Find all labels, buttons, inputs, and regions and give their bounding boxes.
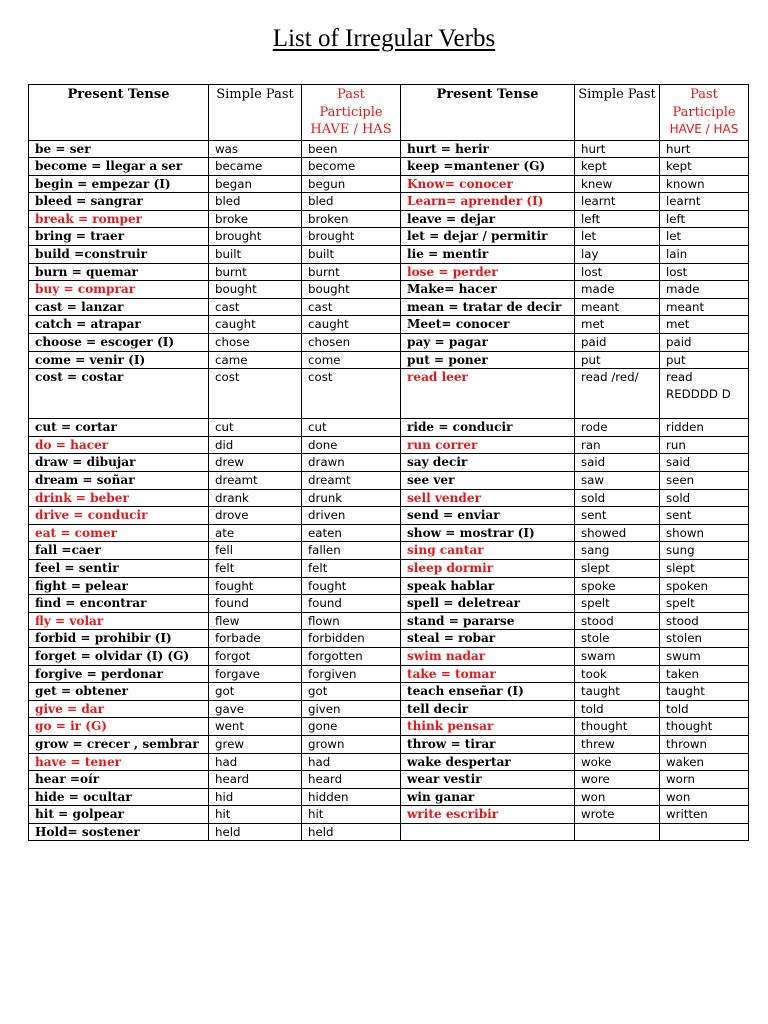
right-past-participle-cell: made xyxy=(660,281,749,299)
left-simple-past-cell: came xyxy=(209,351,302,369)
table-row xyxy=(29,630,749,648)
left-present-tense-cell: cut = cortar xyxy=(29,419,209,437)
right-present-tense-cell: pay = pagar xyxy=(401,334,575,352)
left-present-tense-cell: have = tener xyxy=(29,753,209,771)
table-row xyxy=(29,771,749,789)
right-simple-past-cell xyxy=(575,823,660,841)
table-row xyxy=(29,228,749,246)
left-present-tense-cell: get = obtener xyxy=(29,683,209,701)
right-past-participle-cell: shown xyxy=(660,524,749,542)
right-present-tense-cell: throw = tirar xyxy=(401,735,575,753)
left-present-tense-cell: come = venir (I) xyxy=(29,351,209,369)
right-simple-past-cell: knew xyxy=(575,175,660,193)
left-simple-past-cell: was xyxy=(209,140,302,158)
header-present-tense-left: Present Tense xyxy=(29,85,209,141)
left-simple-past-cell: went xyxy=(209,718,302,736)
left-past-participle-cell: given xyxy=(302,700,401,718)
right-present-tense-cell: hurt = herir xyxy=(401,140,575,158)
left-present-tense-cell: forgive = perdonar xyxy=(29,665,209,683)
right-present-tense-cell: Learn= aprender (I) xyxy=(401,193,575,211)
right-past-participle-cell: thrown xyxy=(660,735,749,753)
right-simple-past-cell: learnt xyxy=(575,193,660,211)
right-simple-past-cell: slept xyxy=(575,559,660,577)
left-present-tense-cell: feel = sentir xyxy=(29,559,209,577)
table-row xyxy=(29,559,749,577)
right-present-tense-cell: win ganar xyxy=(401,788,575,806)
right-past-participle-cell: stolen xyxy=(660,630,749,648)
left-past-participle-cell: had xyxy=(302,753,401,771)
right-simple-past-cell: left xyxy=(575,210,660,228)
left-past-participle-cell: held xyxy=(302,823,401,841)
left-simple-past-cell: forgave xyxy=(209,665,302,683)
right-simple-past-cell: saw xyxy=(575,472,660,490)
left-simple-past-cell: forgot xyxy=(209,647,302,665)
right-present-tense-cell: sleep dormir xyxy=(401,559,575,577)
table-row xyxy=(29,210,749,228)
table-row xyxy=(29,735,749,753)
right-past-participle-cell: spoken xyxy=(660,577,749,595)
left-past-participle-cell: broken xyxy=(302,210,401,228)
left-simple-past-cell: brought xyxy=(209,228,302,246)
left-simple-past-cell: built xyxy=(209,246,302,264)
right-present-tense-cell: put = poner xyxy=(401,351,575,369)
right-present-tense-cell: tell decir xyxy=(401,700,575,718)
left-past-participle-cell: found xyxy=(302,595,401,613)
right-present-tense-cell: swim nadar xyxy=(401,647,575,665)
left-simple-past-cell: hit xyxy=(209,806,302,824)
table-row xyxy=(29,823,749,841)
left-past-participle-cell: caught xyxy=(302,316,401,334)
table-row xyxy=(29,281,749,299)
left-present-tense-cell: fly = volar xyxy=(29,612,209,630)
right-present-tense-cell: wear vestir xyxy=(401,771,575,789)
right-present-tense-cell: Know= conocer xyxy=(401,175,575,193)
right-present-tense-cell: read leer xyxy=(401,369,575,419)
left-simple-past-cell: felt xyxy=(209,559,302,577)
left-past-participle-cell: forbidden xyxy=(302,630,401,648)
table-row xyxy=(29,263,749,281)
left-simple-past-cell: found xyxy=(209,595,302,613)
left-simple-past-cell: chose xyxy=(209,334,302,352)
right-past-participle-cell: sung xyxy=(660,542,749,560)
left-past-participle-cell: eaten xyxy=(302,524,401,542)
table-row xyxy=(29,436,749,454)
left-simple-past-cell: fell xyxy=(209,542,302,560)
left-simple-past-cell: flew xyxy=(209,612,302,630)
left-present-tense-cell: draw = dibujar xyxy=(29,454,209,472)
left-past-participle-cell: burnt xyxy=(302,263,401,281)
right-past-participle-cell: stood xyxy=(660,612,749,630)
left-simple-past-cell: dreamt xyxy=(209,472,302,490)
right-simple-past-cell: kept xyxy=(575,158,660,176)
right-past-participle-cell: swum xyxy=(660,647,749,665)
right-present-tense-cell xyxy=(401,823,575,841)
table-row xyxy=(29,489,749,507)
left-past-participle-cell: forgotten xyxy=(302,647,401,665)
right-past-participle-cell: learnt xyxy=(660,193,749,211)
left-simple-past-cell: fought xyxy=(209,577,302,595)
right-present-tense-cell: let = dejar / permitir xyxy=(401,228,575,246)
right-past-participle-cell: seen xyxy=(660,472,749,490)
left-present-tense-cell: become = llegar a ser xyxy=(29,158,209,176)
right-simple-past-cell: sent xyxy=(575,507,660,525)
header-present-tense-right: Present Tense xyxy=(401,85,575,141)
header-row xyxy=(29,85,749,141)
left-past-participle-cell: built xyxy=(302,246,401,264)
left-simple-past-cell: got xyxy=(209,683,302,701)
table-row xyxy=(29,806,749,824)
right-present-tense-cell: say decir xyxy=(401,454,575,472)
left-present-tense-cell: cost = costar xyxy=(29,369,209,419)
right-present-tense-cell: send = enviar xyxy=(401,507,575,525)
right-past-participle-cell: left xyxy=(660,210,749,228)
table-row xyxy=(29,700,749,718)
left-past-participle-cell: cast xyxy=(302,298,401,316)
right-past-participle-cell: known xyxy=(660,175,749,193)
table-row xyxy=(29,351,749,369)
right-present-tense-cell: Make= hacer xyxy=(401,281,575,299)
right-past-participle-cell: lost xyxy=(660,263,749,281)
left-past-participle-cell: chosen xyxy=(302,334,401,352)
left-past-participle-cell: done xyxy=(302,436,401,454)
right-past-participle-cell: said xyxy=(660,454,749,472)
left-present-tense-cell: find = encontrar xyxy=(29,595,209,613)
table-row xyxy=(29,454,749,472)
left-past-participle-cell: cut xyxy=(302,419,401,437)
right-simple-past-cell: sang xyxy=(575,542,660,560)
table-row xyxy=(29,316,749,334)
table-row xyxy=(29,175,749,193)
left-past-participle-cell: grown xyxy=(302,735,401,753)
right-past-participle-cell: paid xyxy=(660,334,749,352)
left-simple-past-cell: became xyxy=(209,158,302,176)
table-row xyxy=(29,193,749,211)
table-row xyxy=(29,369,749,419)
left-present-tense-cell: give = dar xyxy=(29,700,209,718)
right-present-tense-cell: lie = mentir xyxy=(401,246,575,264)
left-simple-past-cell: broke xyxy=(209,210,302,228)
left-simple-past-cell: hid xyxy=(209,788,302,806)
left-present-tense-cell: break = romper xyxy=(29,210,209,228)
right-past-participle-cell: taught xyxy=(660,683,749,701)
left-present-tense-cell: bring = traer xyxy=(29,228,209,246)
left-present-tense-cell: begin = empezar (I) xyxy=(29,175,209,193)
header-simple-past-left: Simple Past xyxy=(209,85,302,141)
left-past-participle-cell: cost xyxy=(302,369,401,419)
right-present-tense-cell: teach enseñar (I) xyxy=(401,683,575,701)
right-past-participle-cell: told xyxy=(660,700,749,718)
left-simple-past-cell: drove xyxy=(209,507,302,525)
left-past-participle-cell: driven xyxy=(302,507,401,525)
right-present-tense-cell: sing cantar xyxy=(401,542,575,560)
left-past-participle-cell: got xyxy=(302,683,401,701)
right-simple-past-cell: lost xyxy=(575,263,660,281)
right-simple-past-cell: spelt xyxy=(575,595,660,613)
table-row xyxy=(29,298,749,316)
table-row xyxy=(29,542,749,560)
right-present-tense-cell: steal = robar xyxy=(401,630,575,648)
right-present-tense-cell: keep =mantener (G) xyxy=(401,158,575,176)
left-simple-past-cell: ate xyxy=(209,524,302,542)
right-present-tense-cell: write escribir xyxy=(401,806,575,824)
left-past-participle-cell: hit xyxy=(302,806,401,824)
table-row xyxy=(29,140,749,158)
right-simple-past-cell: thought xyxy=(575,718,660,736)
right-simple-past-cell: swam xyxy=(575,647,660,665)
right-simple-past-cell: spoke xyxy=(575,577,660,595)
right-present-tense-cell: Meet= conocer xyxy=(401,316,575,334)
table-row xyxy=(29,718,749,736)
right-present-tense-cell: speak hablar xyxy=(401,577,575,595)
irregular-verbs-table xyxy=(28,84,749,841)
right-present-tense-cell: spell = deletrear xyxy=(401,595,575,613)
right-simple-past-cell: wore xyxy=(575,771,660,789)
left-simple-past-cell: heard xyxy=(209,771,302,789)
left-present-tense-cell: hide = ocultar xyxy=(29,788,209,806)
right-present-tense-cell: mean = tratar de decir xyxy=(401,298,575,316)
right-simple-past-cell: told xyxy=(575,700,660,718)
header-simple-past-right: Simple Past xyxy=(575,85,660,141)
left-present-tense-cell: burn = quemar xyxy=(29,263,209,281)
right-simple-past-cell: stole xyxy=(575,630,660,648)
left-past-participle-cell: bled xyxy=(302,193,401,211)
left-past-participle-cell: heard xyxy=(302,771,401,789)
left-past-participle-cell: drunk xyxy=(302,489,401,507)
left-simple-past-cell: began xyxy=(209,175,302,193)
right-past-participle-cell: put xyxy=(660,351,749,369)
left-past-participle-cell: become xyxy=(302,158,401,176)
left-present-tense-cell: drive = conducir xyxy=(29,507,209,525)
right-simple-past-cell: wrote xyxy=(575,806,660,824)
left-simple-past-cell: forbade xyxy=(209,630,302,648)
left-past-participle-cell: begun xyxy=(302,175,401,193)
right-past-participle-cell: read REDDDD D xyxy=(660,369,749,419)
right-past-participle-cell: hurt xyxy=(660,140,749,158)
right-simple-past-cell: put xyxy=(575,351,660,369)
left-past-participle-cell: fought xyxy=(302,577,401,595)
left-past-participle-cell: bought xyxy=(302,281,401,299)
left-simple-past-cell: cut xyxy=(209,419,302,437)
right-simple-past-cell: read /red/ xyxy=(575,369,660,419)
left-present-tense-cell: bleed = sangrar xyxy=(29,193,209,211)
left-present-tense-cell: Hold= sostener xyxy=(29,823,209,841)
left-present-tense-cell: drink = beber xyxy=(29,489,209,507)
left-past-participle-cell: dreamt xyxy=(302,472,401,490)
left-simple-past-cell: cast xyxy=(209,298,302,316)
right-simple-past-cell: ran xyxy=(575,436,660,454)
right-present-tense-cell: show = mostrar (I) xyxy=(401,524,575,542)
right-past-participle-cell: won xyxy=(660,788,749,806)
left-past-participle-cell: felt xyxy=(302,559,401,577)
left-present-tense-cell: go = ir (G) xyxy=(29,718,209,736)
right-simple-past-cell: stood xyxy=(575,612,660,630)
right-present-tense-cell: take = tomar xyxy=(401,665,575,683)
left-simple-past-cell: bled xyxy=(209,193,302,211)
left-present-tense-cell: cast = lanzar xyxy=(29,298,209,316)
right-present-tense-cell: stand = pararse xyxy=(401,612,575,630)
left-present-tense-cell: forbid = prohibir (I) xyxy=(29,630,209,648)
left-past-participle-cell: hidden xyxy=(302,788,401,806)
left-past-participle-cell: drawn xyxy=(302,454,401,472)
right-past-participle-cell: lain xyxy=(660,246,749,264)
left-present-tense-cell: hear =oír xyxy=(29,771,209,789)
header-past-participle-right: Past Participle HAVE / HAS xyxy=(660,85,749,141)
right-past-participle-cell: spelt xyxy=(660,595,749,613)
left-present-tense-cell: eat = comer xyxy=(29,524,209,542)
left-present-tense-cell: hit = golpear xyxy=(29,806,209,824)
right-present-tense-cell: leave = dejar xyxy=(401,210,575,228)
left-simple-past-cell: had xyxy=(209,753,302,771)
left-present-tense-cell: build =construir xyxy=(29,246,209,264)
page-title: List of Irregular Verbs xyxy=(272,25,496,52)
right-simple-past-cell: paid xyxy=(575,334,660,352)
right-past-participle-cell xyxy=(660,823,749,841)
left-past-participle-cell: flown xyxy=(302,612,401,630)
right-present-tense-cell: sell vender xyxy=(401,489,575,507)
table-row xyxy=(29,507,749,525)
left-present-tense-cell: be = ser xyxy=(29,140,209,158)
right-present-tense-cell: run correr xyxy=(401,436,575,454)
right-past-participle-cell: ridden xyxy=(660,419,749,437)
table-row xyxy=(29,419,749,437)
right-simple-past-cell: hurt xyxy=(575,140,660,158)
right-past-participle-cell: waken xyxy=(660,753,749,771)
left-simple-past-cell: drew xyxy=(209,454,302,472)
right-past-participle-cell: written xyxy=(660,806,749,824)
header-past-participle-left: Past Participle HAVE / HAS xyxy=(302,85,401,141)
left-present-tense-cell: buy = comprar xyxy=(29,281,209,299)
table-row xyxy=(29,788,749,806)
right-past-participle-cell: run xyxy=(660,436,749,454)
left-simple-past-cell: bought xyxy=(209,281,302,299)
table-row xyxy=(29,647,749,665)
left-past-participle-cell: forgiven xyxy=(302,665,401,683)
table-row xyxy=(29,246,749,264)
table-row xyxy=(29,524,749,542)
left-present-tense-cell: fight = pelear xyxy=(29,577,209,595)
right-simple-past-cell: met xyxy=(575,316,660,334)
table-row xyxy=(29,753,749,771)
left-present-tense-cell: grow = crecer , sembrar xyxy=(29,735,209,753)
right-present-tense-cell: lose = perder xyxy=(401,263,575,281)
right-present-tense-cell: see ver xyxy=(401,472,575,490)
right-past-participle-cell: sold xyxy=(660,489,749,507)
left-past-participle-cell: been xyxy=(302,140,401,158)
table-row xyxy=(29,665,749,683)
table-row xyxy=(29,577,749,595)
table-row xyxy=(29,334,749,352)
left-past-participle-cell: gone xyxy=(302,718,401,736)
right-simple-past-cell: made xyxy=(575,281,660,299)
right-past-participle-cell: taken xyxy=(660,665,749,683)
left-simple-past-cell: grew xyxy=(209,735,302,753)
left-simple-past-cell: held xyxy=(209,823,302,841)
right-simple-past-cell: showed xyxy=(575,524,660,542)
left-present-tense-cell: catch = atrapar xyxy=(29,316,209,334)
left-simple-past-cell: burnt xyxy=(209,263,302,281)
right-past-participle-cell: sent xyxy=(660,507,749,525)
right-past-participle-cell: met xyxy=(660,316,749,334)
right-simple-past-cell: won xyxy=(575,788,660,806)
table-row xyxy=(29,158,749,176)
right-present-tense-cell: think pensar xyxy=(401,718,575,736)
right-past-participle-cell: slept xyxy=(660,559,749,577)
right-past-participle-cell: kept xyxy=(660,158,749,176)
left-present-tense-cell: dream = soñar xyxy=(29,472,209,490)
right-past-participle-cell: meant xyxy=(660,298,749,316)
table-row xyxy=(29,683,749,701)
right-past-participle-cell: let xyxy=(660,228,749,246)
left-present-tense-cell: do = hacer xyxy=(29,436,209,454)
right-present-tense-cell: ride = conducir xyxy=(401,419,575,437)
right-simple-past-cell: took xyxy=(575,665,660,683)
right-past-participle-cell: worn xyxy=(660,771,749,789)
left-simple-past-cell: did xyxy=(209,436,302,454)
left-past-participle-cell: come xyxy=(302,351,401,369)
left-past-participle-cell: brought xyxy=(302,228,401,246)
table-row xyxy=(29,612,749,630)
left-simple-past-cell: drank xyxy=(209,489,302,507)
left-present-tense-cell: forget = olvidar (I) (G) xyxy=(29,647,209,665)
left-past-participle-cell: fallen xyxy=(302,542,401,560)
right-simple-past-cell: taught xyxy=(575,683,660,701)
right-present-tense-cell: wake despertar xyxy=(401,753,575,771)
left-simple-past-cell: caught xyxy=(209,316,302,334)
right-simple-past-cell: woke xyxy=(575,753,660,771)
right-simple-past-cell: said xyxy=(575,454,660,472)
table-row xyxy=(29,595,749,613)
right-past-participle-cell: thought xyxy=(660,718,749,736)
left-present-tense-cell: fall =caer xyxy=(29,542,209,560)
left-present-tense-cell: choose = escoger (I) xyxy=(29,334,209,352)
left-simple-past-cell: gave xyxy=(209,700,302,718)
left-simple-past-cell: cost xyxy=(209,369,302,419)
table-row xyxy=(29,472,749,490)
right-simple-past-cell: lay xyxy=(575,246,660,264)
right-simple-past-cell: rode xyxy=(575,419,660,437)
right-simple-past-cell: threw xyxy=(575,735,660,753)
right-simple-past-cell: meant xyxy=(575,298,660,316)
right-simple-past-cell: sold xyxy=(575,489,660,507)
right-simple-past-cell: let xyxy=(575,228,660,246)
